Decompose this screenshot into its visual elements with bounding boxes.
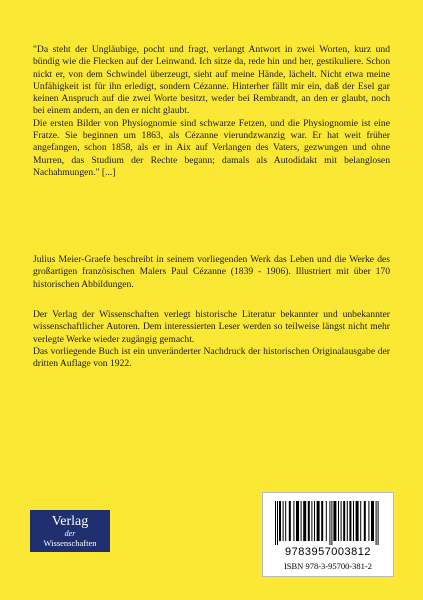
barcode-icon bbox=[273, 501, 383, 545]
publisher-paragraph-2: Das vorliegende Buch ist ein unveränderter Nachdruck der historischen Originalausgabe der dritten Auflage von 1922. bbox=[33, 345, 390, 370]
author-description: Julius Meier-Graefe beschreibt in seinem vorliegenden Werk das Leben und die Werke des großartigen französischen Malers Paul Cézanne (1839 - 1906). Illustriert mit über 170 historischen Abbildungen. bbox=[33, 254, 390, 290]
publisher-paragraph-1: Der Verlag der Wissenschaften verlegt historische Literatur bekannter und unbekannter wissenschaftlicher Autoren. Dem interessierten Leser werden so teilweise längst nicht mehr verlegte Werke wieder zugängig gemacht. bbox=[33, 309, 390, 345]
author-description-block bbox=[33, 254, 390, 291]
quote-paragraph-1: "Da steht der Ungläubige, pocht und fragt, verlangt Antwort in zwei Worten, kurz und bündig wie die Flecken auf der Leinwand. Ich sitze da, rede hin und her, gestikuliere. Schon nickt er, von dem Schwindel überzeugt, sieht auf meine Hände, lächelt. Nicht etwa meine Unfähigkeit ist für ihn erledigt, sondern Cézanne. Hinterher fällt mir ein, daß der Esel gar keinen Anspruch auf die zwei Worte besitzt, weder bei Rembrandt, an den er glaubt, noch bei einem andern, an den er nicht glaubt. bbox=[33, 44, 390, 117]
barcode-box bbox=[262, 492, 394, 577]
logo-line-der: der bbox=[64, 528, 76, 538]
publisher-logo bbox=[30, 510, 110, 552]
quote-block bbox=[33, 44, 390, 179]
quote-paragraph-2: Die ersten Bilder von Physiognomie sind schwarze Fetzen, und die Physiognomie ist eine Fratze. Sie beginnen um 1863, als Cézanne vierundzwanzig war. Er hat weit früher angefangen, schon 1858, als er in Aix auf Verlangen des Vaters, gezwungen und ohne Murren, das Studium der Rechte begann; damals als Autodidakt mit belanglosen Nachahmungen." [...] bbox=[33, 117, 390, 178]
logo-line-verlag: Verlag bbox=[51, 513, 89, 529]
publisher-info-block bbox=[33, 309, 390, 370]
logo-line-wissenschaften: Wissenschaften bbox=[43, 537, 97, 548]
barcode-number: 9783957003812 bbox=[284, 546, 372, 558]
isbn-label: ISBN 978-3-95700-381-2 bbox=[283, 561, 373, 571]
